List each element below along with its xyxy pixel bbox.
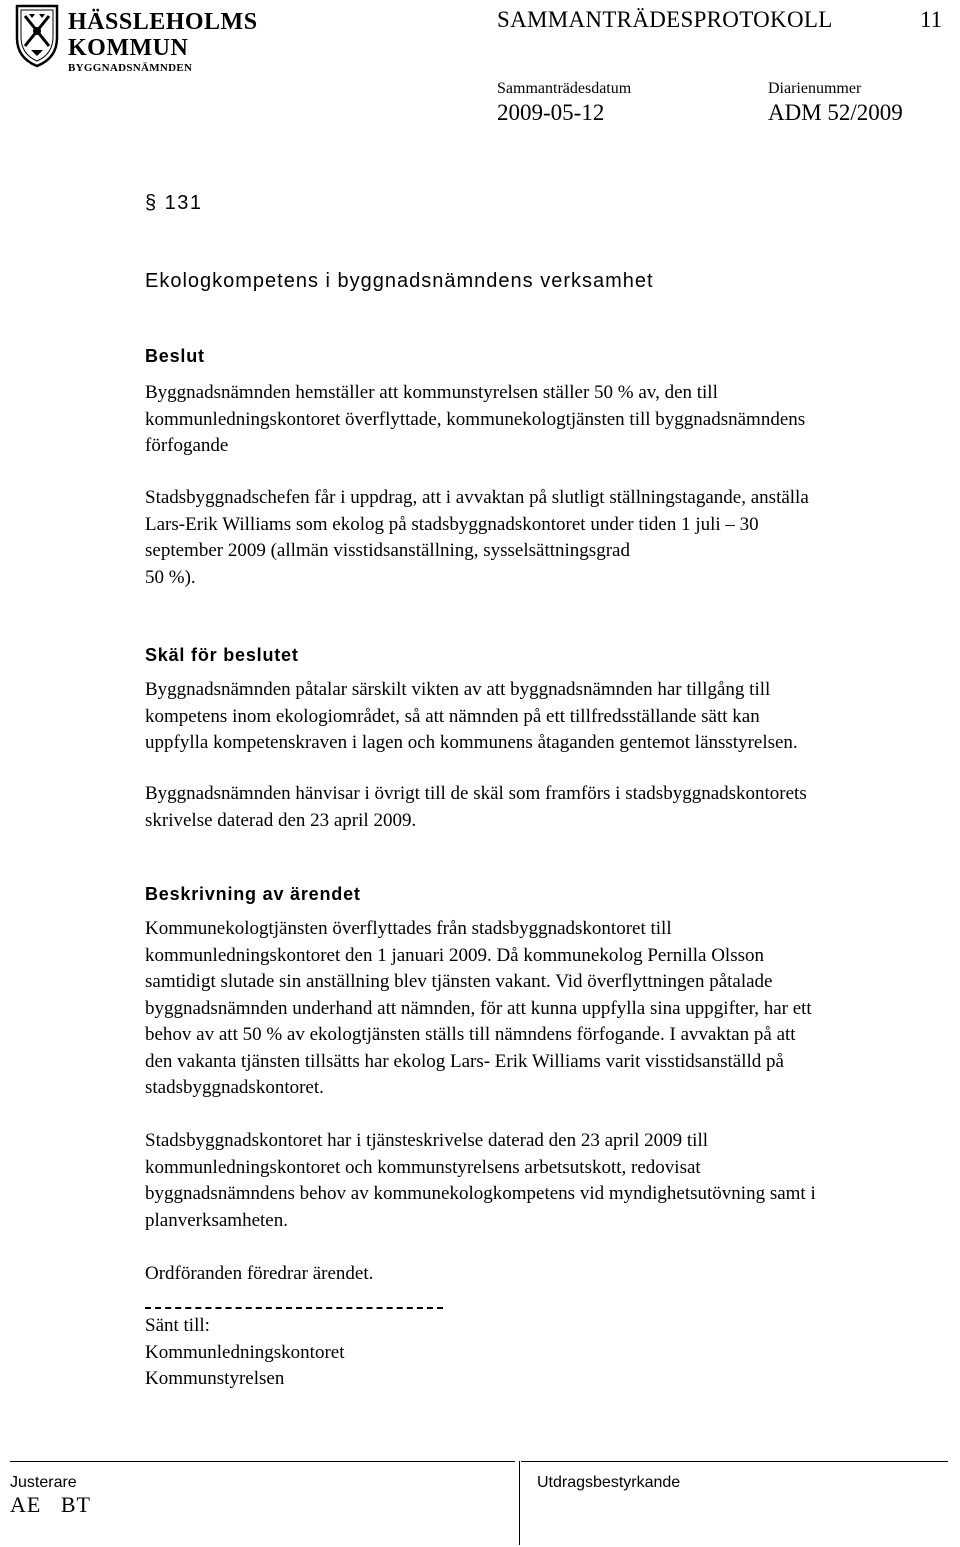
text-line: skrivelse daterad den 23 april 2009. (145, 809, 417, 831)
distribution-list (145, 1313, 955, 1393)
adjuster-initials: AE BT (10, 1492, 91, 1517)
meeting-date-value: 2009-05-12 (497, 100, 605, 125)
text-line: planverksamheten. (145, 1209, 288, 1231)
text-line: förfogande (145, 435, 229, 456)
text-line: Byggnadsnämnden påtalar särskilt vikten av att byggnadsnämnden har tillgång till (145, 679, 771, 700)
recipient: Kommunstyrelsen (145, 1368, 285, 1389)
text-line: behov av att 50 % av ekologtjänsten ställs till nämndens förfogande. I avvaktan på att (145, 1024, 796, 1045)
decision-paragraph-2 (145, 485, 955, 591)
description-paragraph-2 (145, 1128, 955, 1234)
page-heading: Ekologkompetens i byggnadsnämndens verksamhet (145, 270, 654, 292)
text-line: Lars-Erik Williams som ekolog på stadsbyggnadskontoret under tiden 1 juli – 30 (145, 513, 759, 535)
decision-heading: Beslut (145, 346, 205, 366)
page-number: 11 (920, 7, 943, 32)
description-paragraph-1 (145, 916, 955, 1102)
description-heading: Beskrivning av ärendet (145, 884, 361, 904)
text-line: kommunledningskontoret och kommunstyrelsens arbetsutskott, redovisat (145, 1156, 701, 1178)
text-line: 50 %). (145, 566, 196, 588)
text-line: uppfylla kompetenskraven i lagen och kommunens åtaganden gentemot länsstyrelsen. (145, 732, 798, 753)
registration-number-label: Diarienummer (768, 80, 862, 97)
text-line: Ordföranden föredrar ärendet. (145, 1263, 374, 1284)
footer-vertical-divider (519, 1461, 520, 1545)
description-paragraph-3 (145, 1261, 955, 1288)
text-line: Stadsbyggnadschefen får i uppdrag, att i avvaktan på slutligt ställningstagande, anställa (145, 487, 809, 508)
text-line: byggnadsnämndens behov av kommunekologkompetens vid myndighetsutövning samt i (145, 1183, 816, 1204)
document-title: SAMMANTRÄDESPROTOKOLL (497, 7, 833, 32)
reasons-paragraph-2 (145, 781, 955, 834)
signature-separator (145, 1307, 443, 1309)
text-line: Kommunekologtjänsten överflyttades från stadsbyggnadskontoret till (145, 918, 672, 939)
text-line: den vakanta tjänsten tillsätts har ekolog Lars- Erik Williams varit visstidsanställd på (145, 1050, 784, 1072)
logo-line-3: BYGGNADSNÄMNDEN (68, 62, 193, 74)
section-number: § 131 (145, 192, 203, 214)
reasons-paragraph-1 (145, 677, 955, 757)
adjuster-label: Justerare (10, 1474, 77, 1491)
decision-paragraph-1 (145, 380, 955, 460)
text-line: kommunledningskontoret den 1 januari 2009. Då kommunekolog Pernilla Olsson (145, 944, 765, 966)
extract-certification-label: Utdragsbestyrkande (537, 1474, 681, 1491)
text-line: byggnadsnämnden underhand att nämnden, för att kunna uppfylla sina uppgifter, har ett (145, 997, 812, 1019)
text-line: Byggnadsnämnden hänvisar i övrigt till de skäl som framförs i stadsbyggnadskontorets (145, 783, 807, 804)
footer-divider-right (521, 1461, 948, 1462)
text-line: september 2009 (allmän visstidsanställning, sysselsättningsgrad (145, 540, 630, 561)
recipient: Kommunledningskontoret (145, 1341, 345, 1363)
coat-of-arms-icon (14, 2, 60, 68)
sent-to-label: Sänt till: (145, 1315, 210, 1336)
logo-line-1: HÄSSLEHOLMS (68, 9, 258, 35)
registration-number-value: ADM 52/2009 (768, 100, 903, 125)
text-line: Stadsbyggnadskontoret har i tjänsteskrivelse daterad den 23 april 2009 till (145, 1130, 709, 1151)
text-line: kommunledningskontoret överflyttade, kommunekologtjänsten till byggnadsnämndens (145, 408, 806, 430)
text-line: samtidigt slutade sin anställning blev tjänsten vakant. Vid överflyttningen påtalade (145, 971, 773, 992)
text-line: stadsbyggnadskontoret. (145, 1077, 324, 1098)
logo-line-2: KOMMUN (68, 35, 189, 61)
meeting-date-label: Sammanträdesdatum (497, 80, 632, 97)
text-line: Byggnadsnämnden hemställer att kommunstyrelsen ställer 50 % av, den till (145, 382, 718, 403)
reasons-heading: Skäl för beslutet (145, 645, 299, 665)
text-line: kompetens inom ekologiområdet, så att nämnden på ett tillfredsställande sätt kan (145, 705, 760, 727)
municipality-logo (14, 2, 258, 78)
footer-divider-left (10, 1461, 515, 1462)
